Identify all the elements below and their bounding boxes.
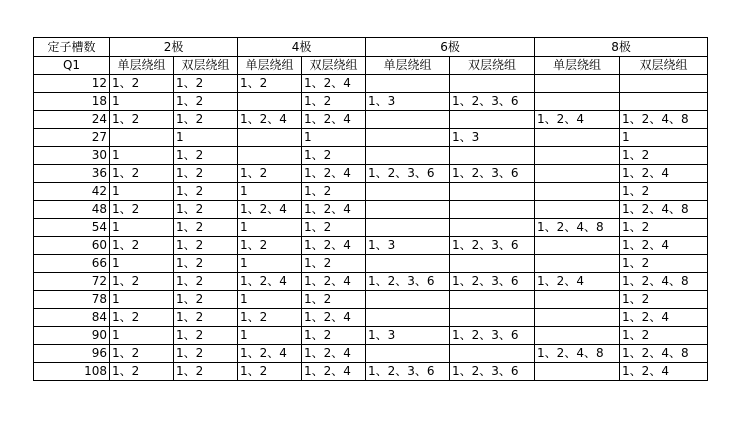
header-pole-6: 6极 <box>366 38 535 57</box>
table-cell <box>366 183 450 201</box>
table-cell: 1、2、4、8 <box>535 345 620 363</box>
table-cell: 1 <box>302 129 366 147</box>
table-cell <box>366 219 450 237</box>
table-cell <box>535 165 620 183</box>
table-row <box>34 255 708 273</box>
table-cell: 1、2 <box>174 309 238 327</box>
slot-count-cell: 48 <box>34 201 110 219</box>
table-cell: 1、2 <box>302 219 366 237</box>
table-cell: 1、2、3、6 <box>450 273 535 291</box>
table-cell: 1 <box>110 255 174 273</box>
table-cell <box>366 345 450 363</box>
table-cell: 1、2 <box>110 345 174 363</box>
table-cell: 1、2 <box>620 291 708 309</box>
table-cell: 1、2、3、6 <box>366 273 450 291</box>
table-cell <box>535 75 620 93</box>
table-cell <box>450 219 535 237</box>
table-row <box>34 201 708 219</box>
header-row-poles <box>34 38 708 57</box>
table-cell: 1、2、4 <box>620 165 708 183</box>
table-cell <box>535 183 620 201</box>
table-cell: 1、3 <box>366 327 450 345</box>
table-cell: 1、2、3、6 <box>450 165 535 183</box>
table-row <box>34 147 708 165</box>
table-cell: 1、2 <box>620 183 708 201</box>
slot-count-cell: 96 <box>34 345 110 363</box>
table-cell: 1、2 <box>620 219 708 237</box>
table-cell: 1、2、3、6 <box>450 327 535 345</box>
table-row <box>34 183 708 201</box>
table-cell: 1、3 <box>450 129 535 147</box>
table-cell: 1、2 <box>110 75 174 93</box>
table-cell: 1、2 <box>110 273 174 291</box>
table-cell: 1、2、4、8 <box>620 111 708 129</box>
table-cell: 1、2 <box>174 165 238 183</box>
table-cell: 1、2、4 <box>302 237 366 255</box>
table-cell <box>110 129 174 147</box>
table-cell: 1、2、4 <box>302 75 366 93</box>
table-cell: 1、2 <box>174 345 238 363</box>
table-cell: 1、2、4 <box>620 237 708 255</box>
table-cell: 1、2 <box>110 363 174 381</box>
table-cell: 1、2 <box>302 255 366 273</box>
table-cell: 1 <box>238 183 302 201</box>
table-cell <box>535 327 620 345</box>
header-pole-8: 8极 <box>535 38 708 57</box>
table-cell: 1、2、4 <box>238 345 302 363</box>
table-cell <box>450 255 535 273</box>
table-cell <box>366 309 450 327</box>
slot-count-cell: 66 <box>34 255 110 273</box>
table-row <box>34 291 708 309</box>
table-cell: 1、2、4、8 <box>620 201 708 219</box>
table-cell: 1 <box>238 255 302 273</box>
table-cell: 1 <box>110 183 174 201</box>
table-cell: 1、2、4 <box>535 111 620 129</box>
table-cell: 1 <box>238 219 302 237</box>
table-cell: 1、2、4 <box>535 273 620 291</box>
table-row <box>34 327 708 345</box>
table-cell <box>535 147 620 165</box>
table-cell: 1、2 <box>302 327 366 345</box>
slot-count-cell: 24 <box>34 111 110 129</box>
table-cell: 1、2 <box>620 327 708 345</box>
winding-table-sheet <box>33 37 707 395</box>
header-single-layer: 单层绕组 <box>238 57 302 75</box>
table-row <box>34 219 708 237</box>
table-cell: 1、2 <box>302 93 366 111</box>
table-cell: 1、2 <box>110 309 174 327</box>
header-single-layer: 单层绕组 <box>535 57 620 75</box>
table-cell <box>450 111 535 129</box>
table-cell: 1、2、3、6 <box>366 363 450 381</box>
table-cell: 1、2 <box>238 309 302 327</box>
table-row <box>34 309 708 327</box>
table-cell: 1、2 <box>302 183 366 201</box>
table-cell: 1、2 <box>174 327 238 345</box>
table-cell: 1、2 <box>302 147 366 165</box>
header-single-layer: 单层绕组 <box>366 57 450 75</box>
table-cell <box>366 147 450 165</box>
slot-count-cell: 72 <box>34 273 110 291</box>
table-cell: 1、2 <box>174 75 238 93</box>
table-cell: 1、2 <box>174 201 238 219</box>
table-cell: 1、2、4 <box>302 309 366 327</box>
table-cell: 1、2 <box>238 237 302 255</box>
table-cell <box>620 93 708 111</box>
table-cell <box>366 129 450 147</box>
table-cell <box>620 75 708 93</box>
table-cell: 1 <box>110 147 174 165</box>
table-cell: 1、2 <box>174 255 238 273</box>
table-cell <box>535 201 620 219</box>
table-row <box>34 75 708 93</box>
table-row <box>34 93 708 111</box>
table-cell <box>366 291 450 309</box>
table-cell: 1 <box>110 291 174 309</box>
table-cell <box>238 147 302 165</box>
table-cell: 1、2 <box>174 93 238 111</box>
table-cell: 1 <box>110 93 174 111</box>
table-cell <box>366 75 450 93</box>
header-double-layer: 双层绕组 <box>620 57 708 75</box>
table-cell <box>535 129 620 147</box>
table-cell: 1 <box>238 291 302 309</box>
table-cell: 1、2、4 <box>620 309 708 327</box>
table-cell: 1、2 <box>110 237 174 255</box>
slot-count-cell: 108 <box>34 363 110 381</box>
header-row-winding <box>34 57 708 75</box>
table-cell: 1、2、4 <box>620 363 708 381</box>
table-cell: 1 <box>238 327 302 345</box>
header-pole-2: 2极 <box>110 38 238 57</box>
table-cell: 1、2、4 <box>302 201 366 219</box>
table-cell: 1、2、3、6 <box>450 93 535 111</box>
table-row <box>34 363 708 381</box>
table-cell: 1、2 <box>238 363 302 381</box>
table-cell <box>238 129 302 147</box>
slot-count-cell: 36 <box>34 165 110 183</box>
table-cell <box>535 237 620 255</box>
table-cell <box>366 111 450 129</box>
table-cell: 1、2、4 <box>302 345 366 363</box>
table-row <box>34 111 708 129</box>
slot-count-cell: 30 <box>34 147 110 165</box>
table-cell: 1、2、4、8 <box>620 273 708 291</box>
table-cell: 1、2 <box>174 273 238 291</box>
slot-count-cell: 54 <box>34 219 110 237</box>
table-cell: 1、2 <box>174 363 238 381</box>
winding-table <box>33 37 708 381</box>
slot-count-cell: 12 <box>34 75 110 93</box>
header-pole-4: 4极 <box>238 38 366 57</box>
table-cell: 1、2、3、6 <box>450 363 535 381</box>
table-cell <box>535 93 620 111</box>
table-cell: 1、2、3、6 <box>366 165 450 183</box>
table-cell: 1、2、4、8 <box>620 345 708 363</box>
table-cell <box>450 147 535 165</box>
table-cell: 1 <box>110 219 174 237</box>
table-cell <box>450 183 535 201</box>
table-cell: 1、2 <box>620 147 708 165</box>
header-double-layer: 双层绕组 <box>450 57 535 75</box>
table-cell: 1、2、4 <box>302 111 366 129</box>
slot-count-cell: 78 <box>34 291 110 309</box>
table-cell: 1、3 <box>366 237 450 255</box>
table-cell: 1、2、4 <box>238 111 302 129</box>
table-cell: 1、2 <box>110 165 174 183</box>
table-cell: 1、2 <box>174 111 238 129</box>
table-cell: 1、2 <box>110 111 174 129</box>
table-row <box>34 129 708 147</box>
table-cell <box>450 345 535 363</box>
header-slots-label: 定子槽数 <box>34 38 110 57</box>
table-cell: 1、2 <box>174 219 238 237</box>
table-cell: 1、2、4 <box>302 363 366 381</box>
table-row <box>34 273 708 291</box>
table-cell <box>535 291 620 309</box>
table-cell: 1、3 <box>366 93 450 111</box>
table-cell: 1、2 <box>620 255 708 273</box>
table-cell: 1、2、4 <box>238 273 302 291</box>
slot-count-cell: 42 <box>34 183 110 201</box>
table-row <box>34 165 708 183</box>
table-cell: 1、2 <box>302 291 366 309</box>
table-cell <box>450 201 535 219</box>
table-cell <box>366 201 450 219</box>
table-cell: 1、2、4 <box>302 273 366 291</box>
table-cell: 1 <box>174 129 238 147</box>
table-cell: 1、2 <box>174 183 238 201</box>
table-row <box>34 237 708 255</box>
header-double-layer: 双层绕组 <box>174 57 238 75</box>
header-single-layer: 单层绕组 <box>110 57 174 75</box>
slot-count-cell: 90 <box>34 327 110 345</box>
table-cell: 1、2、4 <box>302 165 366 183</box>
table-cell <box>535 255 620 273</box>
table-cell: 1、2 <box>174 147 238 165</box>
table-cell <box>450 291 535 309</box>
table-cell <box>238 93 302 111</box>
table-cell: 1、2 <box>238 165 302 183</box>
table-cell: 1 <box>620 129 708 147</box>
slot-count-cell: 27 <box>34 129 110 147</box>
table-cell: 1 <box>110 327 174 345</box>
table-cell: 1、2 <box>110 201 174 219</box>
table-cell <box>535 363 620 381</box>
header-q1-label: Q1 <box>34 57 110 75</box>
table-cell: 1、2 <box>174 291 238 309</box>
slot-count-cell: 18 <box>34 93 110 111</box>
table-cell: 1、2 <box>174 237 238 255</box>
table-cell: 1、2、4 <box>238 201 302 219</box>
slot-count-cell: 84 <box>34 309 110 327</box>
table-cell: 1、2、3、6 <box>450 237 535 255</box>
table-cell: 1、2 <box>238 75 302 93</box>
table-row <box>34 345 708 363</box>
table-cell <box>366 255 450 273</box>
slot-count-cell: 60 <box>34 237 110 255</box>
table-cell <box>535 309 620 327</box>
table-cell <box>450 309 535 327</box>
table-cell <box>450 75 535 93</box>
header-double-layer: 双层绕组 <box>302 57 366 75</box>
table-cell: 1、2、4、8 <box>535 219 620 237</box>
